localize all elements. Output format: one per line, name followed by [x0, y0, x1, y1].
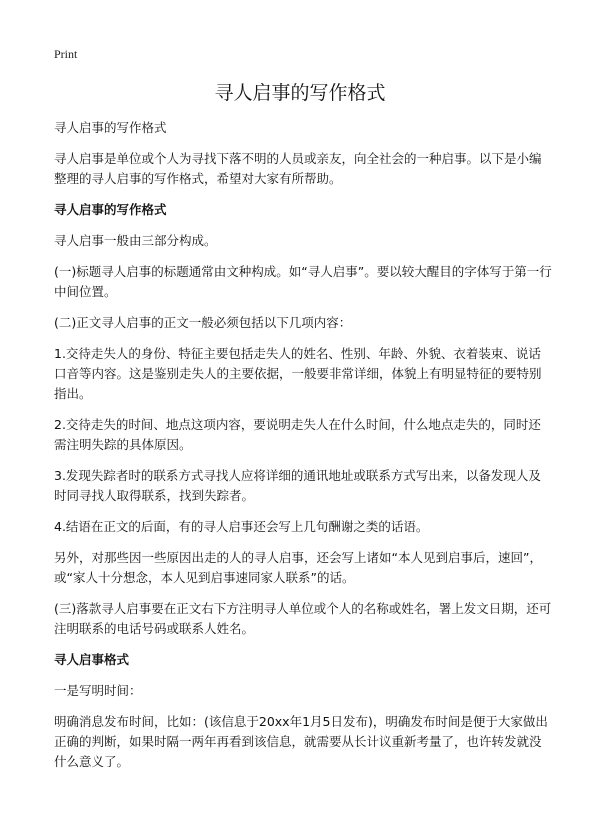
- document-body: [54, 118, 552, 783]
- paragraph: (二)正文寻人启事的正文一般必须包括以下几项内容：: [54, 315, 352, 330]
- paragraph: 寻人启事一般由三部分构成。: [54, 233, 217, 248]
- paragraph: 一是写明时间：: [54, 683, 142, 698]
- paragraph: 2.交待走失的时间、地点这项内容，要说明走失人在什么时间，什么地点走失的，同时还需注明失踪的具体原因。: [54, 417, 541, 452]
- print-link[interactable]: Print: [54, 47, 78, 61]
- section-heading: 寻人启事的写作格式: [54, 202, 167, 217]
- paragraph: 寻人启事的写作格式: [54, 120, 167, 135]
- paragraph: (三)落款寻人启事要在正文右下方注明寻人单位或个人的名称或姓名，署上发文日期，还可注明联系的电话号码或联系人姓名。: [54, 601, 552, 636]
- paragraph: 1.交待走失人的身份、特征主要包括走失人的姓名、性别、年龄、外貌、衣着装束、说话口音等内容。这是鉴别走失人的主要依据，一般要非常详细，体貌上有明显特征的要特别指出。: [54, 346, 542, 401]
- paragraph: 明确消息发布时间，比如：(该信息于20xx年1月5日发布)，明确发布时间是便于大家做出正确的判断，如果时隔一两年再看到该信息，就需要从长计议重新考量了，也许转发就没什么意义了。: [54, 714, 548, 769]
- paragraph: 另外，对那些因一些原因出走的人的寻人启事，还会写上诸如“本人见到启事后，速回”，或“家人十分想念，本人见到启事速同家人联系”的话。: [54, 550, 542, 585]
- paragraph: 寻人启事是单位或个人为寻找下落不明的人员或亲友，向全社会的一种启事。以下是小编整理的寻人启事的写作格式，希望对大家有所帮助。: [54, 151, 542, 186]
- paragraph: 4.结语在正文的后面，有的寻人启事还会写上几句酬谢之类的话语。: [54, 519, 429, 534]
- paragraph: (一)标题寻人启事的标题通常由文种构成。如“寻人启事”。要以较大醒目的字体写于第一行中间位置。: [54, 264, 552, 299]
- document-title: 寻人启事的写作格式: [214, 82, 386, 104]
- paragraph: 3.发现失踪者时的联系方式寻找人应将详细的通讯地址或联系方式写出来，以备发现人及时同寻找人取得联系，找到失踪者。: [54, 468, 541, 503]
- section-heading: 寻人启事格式: [54, 652, 130, 667]
